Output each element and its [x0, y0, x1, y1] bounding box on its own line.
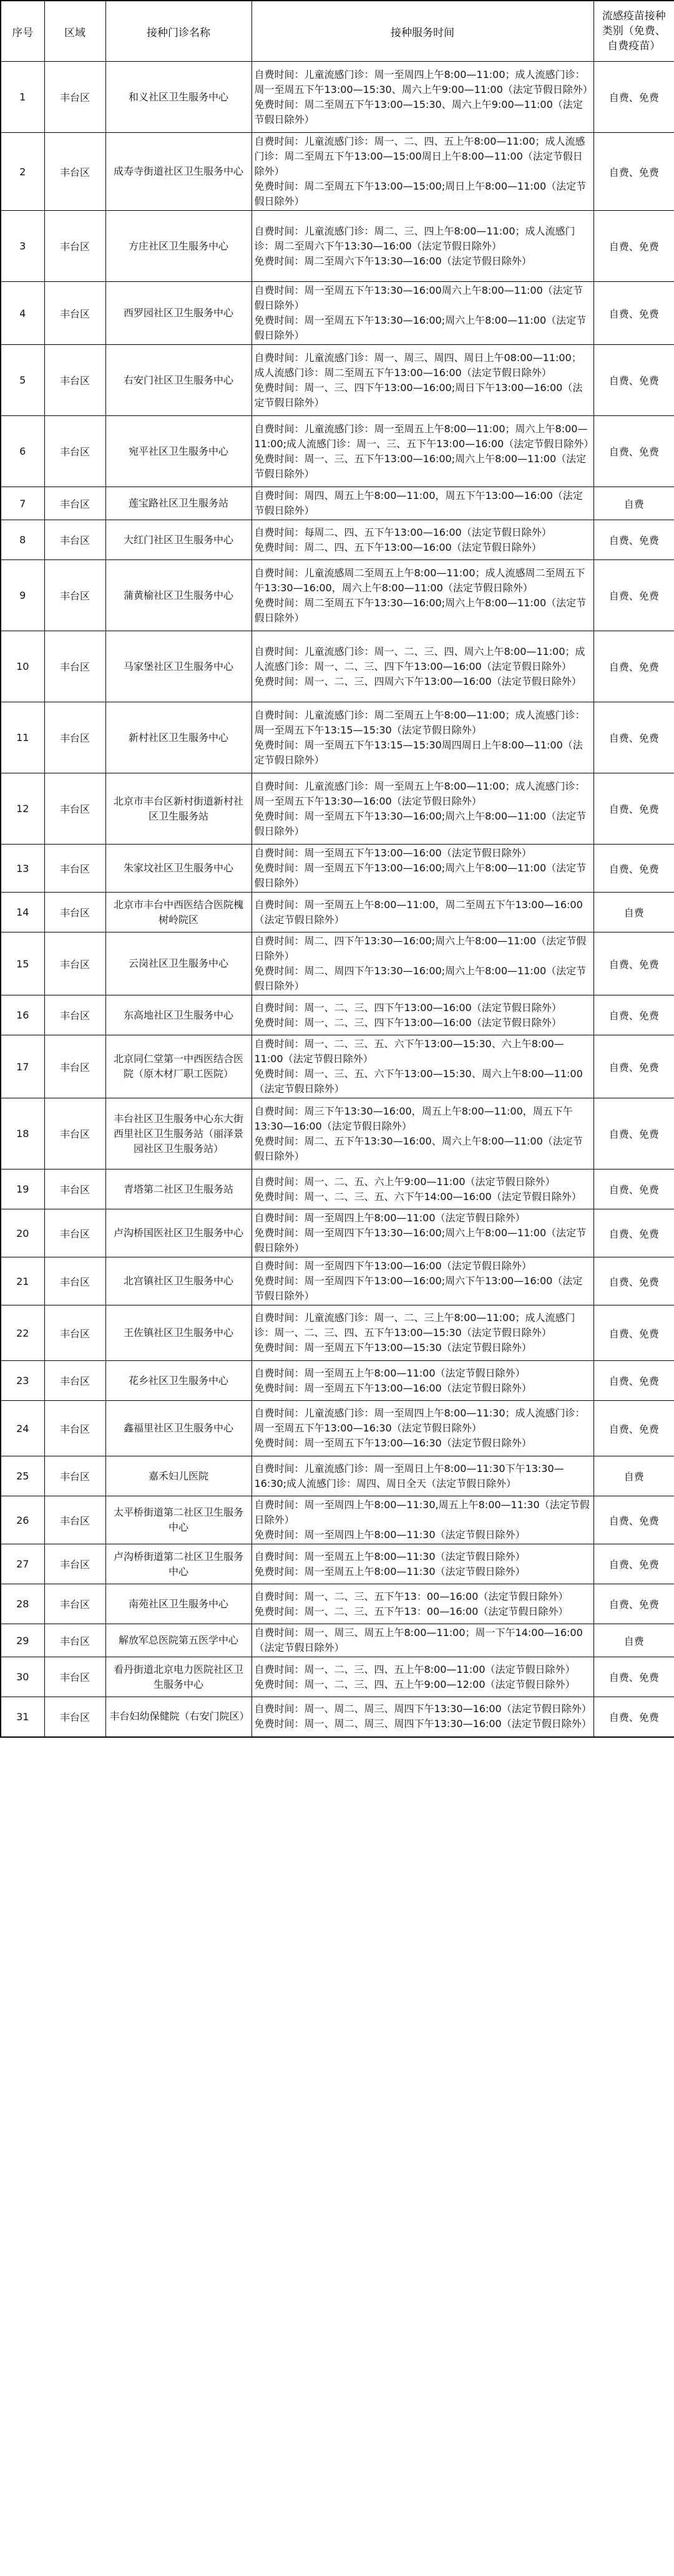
- table-row: [1, 631, 674, 702]
- row-service-hours: 自费时间：周一至周五上午8:00—11:30（法定节假日除外） 免费时间：周一至周五上午8:00—11:30（法定节假日除外）: [252, 1544, 593, 1584]
- row-index: 7: [1, 487, 44, 520]
- row-district: 丰台区: [44, 1456, 105, 1496]
- row-service-hours: 自费时间：周一、二、三、四下午13:00—16:00（法定节假日除外） 免费时间：周一、二、三、四下午13:00—16:00（法定节假日除外）: [252, 995, 593, 1035]
- row-service-hours: 自费时间：周一、周三、周五上午8:00—11:00；周一下午14:00—16:00（法定节假日除外）: [252, 1624, 593, 1657]
- row-district: 丰台区: [44, 1361, 105, 1401]
- row-clinic-name: 嘉禾妇儿医院: [105, 1456, 252, 1496]
- row-service-hours: 自费时间：儿童流感门诊：周一至周五上午8:00—11:00；周六上午8:00—11:00;成人流感门诊：周一、三、五下午13:00—16:00（法定节假日除外） 免费时间：周一、三、五下午13:00—16:00;周六上午8:00—11:00（法定节假日除外）: [252, 416, 593, 487]
- row-service-hours: 自费时间：儿童流感门诊：周一至周日上午8:00—11:30下午13:30—16:30;成人流感门诊：周四、周日全天（法定节假日除外）: [252, 1456, 593, 1496]
- row-index: 6: [1, 416, 44, 487]
- row-service-hours: 自费时间：周一至周四上午8:00—11:30,周五上午8:00—11:30（法定节假日除外） 免费时间：周一至周四上午8:00—11:30（法定节假日除外）: [252, 1496, 593, 1544]
- row-district: 丰台区: [44, 1257, 105, 1305]
- row-vaccine-type: 自费、免费: [593, 133, 674, 211]
- table-row: [1, 773, 674, 845]
- row-district: 丰台区: [44, 416, 105, 487]
- table-row: [1, 560, 674, 631]
- row-index: 25: [1, 1456, 44, 1496]
- table-row: [1, 345, 674, 416]
- row-vaccine-type: 自费、免费: [593, 702, 674, 773]
- row-clinic-name: 卢沟桥街道第二社区卫生服务中心: [105, 1544, 252, 1584]
- row-vaccine-type: 自费、免费: [593, 1584, 674, 1624]
- row-district: 丰台区: [44, 1496, 105, 1544]
- row-service-hours: 自费时间：周一、二、五、六上午9:00—11:00（法定节假日除外） 免费时间：周一、二、三、五、六下午14:00—16:00（法定节假日除外）: [252, 1169, 593, 1209]
- row-index: 15: [1, 932, 44, 995]
- row-service-hours: 自费时间：周二、四下午13:30—16:00;周六上午8:00—11:00（法定节假日除外） 免费时间：周二、周四下午13:30—16:00;周六上午8:00—11:00（法定节假日除外）: [252, 932, 593, 995]
- table-row: [1, 1401, 674, 1456]
- row-vaccine-type: 自费、免费: [593, 1544, 674, 1584]
- row-vaccine-type: 自费: [593, 1624, 674, 1657]
- row-clinic-name: 马家堡社区卫生服务中心: [105, 631, 252, 702]
- table-row: [1, 845, 674, 893]
- row-service-hours: 自费时间：周一至周五下午13:00—16:00（法定节假日除外） 免费时间：周一至周五下午13:00—16:00;周六上午8:00—11:00（法定节假日除外）: [252, 845, 593, 893]
- table-row: [1, 1697, 674, 1737]
- row-district: 丰台区: [44, 1209, 105, 1257]
- row-clinic-name: 王佐镇社区卫生服务中心: [105, 1305, 252, 1361]
- row-clinic-name: 卢沟桥国医社区卫生服务中心: [105, 1209, 252, 1257]
- row-vaccine-type: 自费、免费: [593, 520, 674, 560]
- row-index: 26: [1, 1496, 44, 1544]
- row-index: 31: [1, 1697, 44, 1737]
- row-index: 8: [1, 520, 44, 560]
- row-district: 丰台区: [44, 211, 105, 282]
- row-service-hours: 自费时间：周一、二、三、五下午13：00—16:00（法定节假日除外） 免费时间：周一、二、三、五下午13：00—16:00（法定节假日除外）: [252, 1584, 593, 1624]
- table-row: [1, 211, 674, 282]
- row-clinic-name: 青塔第二社区卫生服务站: [105, 1169, 252, 1209]
- row-index: 5: [1, 345, 44, 416]
- row-vaccine-type: 自费、免费: [593, 1496, 674, 1544]
- row-district: 丰台区: [44, 1035, 105, 1098]
- row-service-hours: 自费时间：周一至周五上午8:00—11:00（法定节假日除外） 免费时间：周一至周五下午13:00—16:00（法定节假日除外）: [252, 1361, 593, 1401]
- row-clinic-name: 宛平社区卫生服务中心: [105, 416, 252, 487]
- header-district: 区域: [44, 1, 105, 62]
- row-clinic-name: 花乡社区卫生服务中心: [105, 1361, 252, 1401]
- row-index: 29: [1, 1624, 44, 1657]
- row-service-hours: 自费时间：儿童流感门诊：周一、二、四、五上午8:00—11:00；成人流感门诊：周二至周五下午13:00—15:00周日上午8:00—11:00（法定节假日除外） 免费时间：周二至周五下午13:00—15:00;周日上午8:00—11:00（法定节假日除外）: [252, 133, 593, 211]
- row-clinic-name: 和义社区卫生服务中心: [105, 62, 252, 133]
- row-index: 22: [1, 1305, 44, 1361]
- row-clinic-name: 东高地社区卫生服务中心: [105, 995, 252, 1035]
- row-vaccine-type: 自费、免费: [593, 995, 674, 1035]
- row-district: 丰台区: [44, 932, 105, 995]
- table-row: [1, 1361, 674, 1401]
- row-service-hours: 自费时间：周一至周五下午13:30—16:00周六上午8:00—11:00（法定节假日除外） 免费时间：周一至周五下午13:30—16:00;周六上午8:00—11:00（法定节假日除外）: [252, 282, 593, 345]
- row-district: 丰台区: [44, 1584, 105, 1624]
- row-service-hours: 自费时间：儿童流感门诊：周一、周三、周四、周日上午08:00—11:00；成人流感门诊：周二至周五下午13:00—16:00（法定节假日除外） 免费时间：周一、三、四下午13:00—16:00;周日下午13:00—16:00（法定节假日除外）: [252, 345, 593, 416]
- row-district: 丰台区: [44, 631, 105, 702]
- row-vaccine-type: 自费、免费: [593, 1657, 674, 1697]
- table-row: [1, 932, 674, 995]
- row-index: 30: [1, 1657, 44, 1697]
- row-index: 3: [1, 211, 44, 282]
- row-district: 丰台区: [44, 62, 105, 133]
- header-index: 序号: [1, 1, 44, 62]
- row-clinic-name: 北京市丰台区新村街道新村社区卫生服务站: [105, 773, 252, 845]
- header-clinic: 接种门诊名称: [105, 1, 252, 62]
- row-district: 丰台区: [44, 702, 105, 773]
- row-clinic-name: 北宫镇社区卫生服务中心: [105, 1257, 252, 1305]
- table-row: [1, 1098, 674, 1169]
- table-row: [1, 1035, 674, 1098]
- row-clinic-name: 新村社区卫生服务中心: [105, 702, 252, 773]
- table-row: [1, 1169, 674, 1209]
- table-row: [1, 520, 674, 560]
- table-row: [1, 1305, 674, 1361]
- table-row: [1, 487, 674, 520]
- row-index: 1: [1, 62, 44, 133]
- row-index: 10: [1, 631, 44, 702]
- row-clinic-name: 丰台社区卫生服务中心东大街西里社区卫生服务站（丽泽景园社区卫生服务站）: [105, 1098, 252, 1169]
- row-index: 18: [1, 1098, 44, 1169]
- row-vaccine-type: 自费: [593, 893, 674, 932]
- row-service-hours: 自费时间：儿童流感门诊：周一、二、三、四、周六上午8:00—11:00；成人流感门诊：周一、二、三、四下午13:00—16:00（法定节假日除外） 免费时间：周一、二、三、四周六下午13:00—16:00（法定节假日除外）: [252, 631, 593, 702]
- table-row: [1, 133, 674, 211]
- row-service-hours: 自费时间：儿童流感门诊：周二、三、四上午8:00—11:00；成人流感门诊：周二至周六下午13:30—16:00（法定节假日除外） 免费时间：周二至周六下午13:30—16:00（法定节假日除外）: [252, 211, 593, 282]
- row-district: 丰台区: [44, 1098, 105, 1169]
- row-vaccine-type: 自费、免费: [593, 416, 674, 487]
- table-row: [1, 1209, 674, 1257]
- row-clinic-name: 丰台妇幼保健院（右安门院区）: [105, 1697, 252, 1737]
- row-vaccine-type: 自费、免费: [593, 845, 674, 893]
- row-index: 23: [1, 1361, 44, 1401]
- row-vaccine-type: 自费、免费: [593, 1209, 674, 1257]
- table-header-row: [1, 1, 674, 62]
- row-vaccine-type: 自费、免费: [593, 560, 674, 631]
- table-row: [1, 416, 674, 487]
- row-vaccine-type: 自费、免费: [593, 1257, 674, 1305]
- row-service-hours: 自费时间：周三下午13:30—16:00，周五上午8:00—11:00，周五下午13:30—16:00（法定节假日除外） 免费时间：周二、五下午13:30—16:00、周六上午8:00—11:00（法定节假日除外）: [252, 1098, 593, 1169]
- row-index: 4: [1, 282, 44, 345]
- row-service-hours: 自费时间：儿童流感周二至周五上午8:00—11:00；成人流感周二至周五下午13:30—16:00，周六上午8:00—11:00（法定节假日除外） 免费时间：周二至周五下午13:30—16:00;周六上午8:00—11:00（法定节假日除外）: [252, 560, 593, 631]
- row-service-hours: 自费时间：儿童流感门诊：周一至周四上午8:00—11:00；成人流感门诊：周一至周五下午13:00—15:30、周六上午9:00—11:00（法定节假日除外） 免费时间：周二至周五下午13:00—15:30、周六上午9:00—11:00（法定节假日除外）: [252, 62, 593, 133]
- row-clinic-name: 大红门社区卫生服务中心: [105, 520, 252, 560]
- row-vaccine-type: 自费、免费: [593, 1169, 674, 1209]
- row-vaccine-type: 自费、免费: [593, 1305, 674, 1361]
- row-clinic-name: 解放军总医院第五医学中心: [105, 1624, 252, 1657]
- row-service-hours: 自费时间：周一至周四上午8:00—11:00（法定节假日除外） 免费时间：周一至周四下午13:30—16:00;周六上午8:00—11:00（法定节假日除外）: [252, 1209, 593, 1257]
- table-row: [1, 1544, 674, 1584]
- row-district: 丰台区: [44, 773, 105, 845]
- row-clinic-name: 西罗园社区卫生服务中心: [105, 282, 252, 345]
- table-row: [1, 1496, 674, 1544]
- row-vaccine-type: 自费、免费: [593, 932, 674, 995]
- row-district: 丰台区: [44, 1305, 105, 1361]
- row-vaccine-type: 自费、免费: [593, 1035, 674, 1098]
- row-index: 27: [1, 1544, 44, 1584]
- row-district: 丰台区: [44, 1697, 105, 1737]
- row-service-hours: 自费时间：儿童流感门诊：周一至周四上午8:00—11:30；成人流感门诊：周一至周五下午13:00—16:30（法定节假日除外） 免费时间：周一至周五下午13:00—16:30（法定节假日除外）: [252, 1401, 593, 1456]
- row-service-hours: 自费时间：周四、周五上午8:00—11:00，周五下午13:00—16:00（法定节假日除外）: [252, 487, 593, 520]
- row-service-hours: 自费时间：周一、二、三、四、五上午8:00—11:00（法定节假日除外） 免费时间：周一、二、三、四、五上午9:00—12:00（法定节假日除外）: [252, 1657, 593, 1697]
- row-index: 28: [1, 1584, 44, 1624]
- row-service-hours: 自费时间：儿童流感门诊：周二至周五上午8:00—11:00；成人流感门诊：周一至周五下午13:15—15:30（法定节假日除外） 免费时间：周一至周五下午13:15—15:30周四周日上午8:00—11:00（法定节假日除外）: [252, 702, 593, 773]
- row-clinic-name: 朱家坟社区卫生服务中心: [105, 845, 252, 893]
- row-clinic-name: 莲宝路社区卫生服务站: [105, 487, 252, 520]
- row-district: 丰台区: [44, 133, 105, 211]
- row-index: 21: [1, 1257, 44, 1305]
- row-vaccine-type: 自费: [593, 487, 674, 520]
- row-service-hours: 自费时间：周一至周五上午8:00—11:00，周二至周五下午13:00—16:00（法定节假日除外）: [252, 893, 593, 932]
- row-vaccine-type: 自费、免费: [593, 1098, 674, 1169]
- row-index: 24: [1, 1401, 44, 1456]
- row-district: 丰台区: [44, 1657, 105, 1697]
- row-district: 丰台区: [44, 487, 105, 520]
- row-service-hours: 自费时间：儿童流感门诊：周一至周五上午8:00—11:00；成人流感门诊：周一至周五下午13:30—16:00（法定节假日除外） 免费时间：周一至周五下午13:30—16:00;周六上午8:00—11:00（法定节假日除外）: [252, 773, 593, 845]
- row-district: 丰台区: [44, 1169, 105, 1209]
- row-clinic-name: 蒲黄榆社区卫生服务中心: [105, 560, 252, 631]
- row-vaccine-type: 自费、免费: [593, 62, 674, 133]
- row-service-hours: 自费时间：周一、二、三、五、六下午13:00—15:30、六上午8:00—11:00（法定节假日除外） 免费时间：周一、三、五、六下午13:00—15:30、周六上午8:00—11:00（法定节假日除外）: [252, 1035, 593, 1098]
- row-vaccine-type: 自费: [593, 1456, 674, 1496]
- row-index: 13: [1, 845, 44, 893]
- row-service-hours: 自费时间：周一至周四下午13:00—16:00（法定节假日除外） 免费时间：周一至周四下午13:00—16:00;周六下午13:00—16:00（法定节假日除外）: [252, 1257, 593, 1305]
- row-clinic-name: 云岗社区卫生服务中心: [105, 932, 252, 995]
- row-clinic-name: 鑫福里社区卫生服务中心: [105, 1401, 252, 1456]
- row-vaccine-type: 自费、免费: [593, 773, 674, 845]
- row-vaccine-type: 自费、免费: [593, 282, 674, 345]
- table-row: [1, 995, 674, 1035]
- row-index: 12: [1, 773, 44, 845]
- row-index: 17: [1, 1035, 44, 1098]
- row-clinic-name: 右安门社区卫生服务中心: [105, 345, 252, 416]
- row-clinic-name: 成寿寺街道社区卫生服务中心: [105, 133, 252, 211]
- table-row: [1, 282, 674, 345]
- row-index: 20: [1, 1209, 44, 1257]
- row-district: 丰台区: [44, 282, 105, 345]
- row-service-hours: 自费时间：每周二、四、五下午13:00—16:00（法定节假日除外） 免费时间：周二、四、五下午13:00—16:00（法定节假日除外）: [252, 520, 593, 560]
- row-vaccine-type: 自费、免费: [593, 1697, 674, 1737]
- row-district: 丰台区: [44, 345, 105, 416]
- row-clinic-name: 方庄社区卫生服务中心: [105, 211, 252, 282]
- header-hours: 接种服务时间: [252, 1, 593, 62]
- row-vaccine-type: 自费、免费: [593, 631, 674, 702]
- row-district: 丰台区: [44, 520, 105, 560]
- table-row: [1, 1456, 674, 1496]
- row-district: 丰台区: [44, 560, 105, 631]
- row-index: 16: [1, 995, 44, 1035]
- row-clinic-name: 北京市丰台中西医结合医院槐树岭院区: [105, 893, 252, 932]
- row-vaccine-type: 自费、免费: [593, 345, 674, 416]
- row-district: 丰台区: [44, 845, 105, 893]
- row-vaccine-type: 自费、免费: [593, 1401, 674, 1456]
- row-vaccine-type: 自费、免费: [593, 211, 674, 282]
- row-district: 丰台区: [44, 1624, 105, 1657]
- row-district: 丰台区: [44, 1401, 105, 1456]
- row-index: 19: [1, 1169, 44, 1209]
- table-row: [1, 1257, 674, 1305]
- row-index: 9: [1, 560, 44, 631]
- row-clinic-name: 看丹街道北京电力医院社区卫生服务中心: [105, 1657, 252, 1697]
- header-vaccine-type: 流感疫苗接种类别（免费、自费疫苗）: [593, 1, 674, 62]
- row-index: 11: [1, 702, 44, 773]
- row-vaccine-type: 自费、免费: [593, 1361, 674, 1401]
- table-row: [1, 893, 674, 932]
- table-row: [1, 62, 674, 133]
- row-district: 丰台区: [44, 893, 105, 932]
- row-index: 2: [1, 133, 44, 211]
- row-service-hours: 自费时间：周一、周二、周三、周四下午13:30—16:00（法定节假日除外） 免费时间：周一、周二、周三、周四下午13:30—16:00（法定节假日除外）: [252, 1697, 593, 1737]
- row-clinic-name: 南苑社区卫生服务中心: [105, 1584, 252, 1624]
- table-row: [1, 1584, 674, 1624]
- row-district: 丰台区: [44, 1544, 105, 1584]
- row-index: 14: [1, 893, 44, 932]
- row-clinic-name: 太平桥街道第二社区卫生服务中心: [105, 1496, 252, 1544]
- table-row: [1, 1657, 674, 1697]
- row-district: 丰台区: [44, 995, 105, 1035]
- row-service-hours: 自费时间：儿童流感门诊：周一、二、三上午8:00—11:00；成人流感门诊：周一、二、三、四、五下午13:00—15:30（法定节假日除外） 免费时间：周一至周五下午13:00—15:30（法定节假日除外）: [252, 1305, 593, 1361]
- table-row: [1, 702, 674, 773]
- table-row: [1, 1624, 674, 1657]
- row-clinic-name: 北京同仁堂第一中西医结合医院（原木材厂职工医院）: [105, 1035, 252, 1098]
